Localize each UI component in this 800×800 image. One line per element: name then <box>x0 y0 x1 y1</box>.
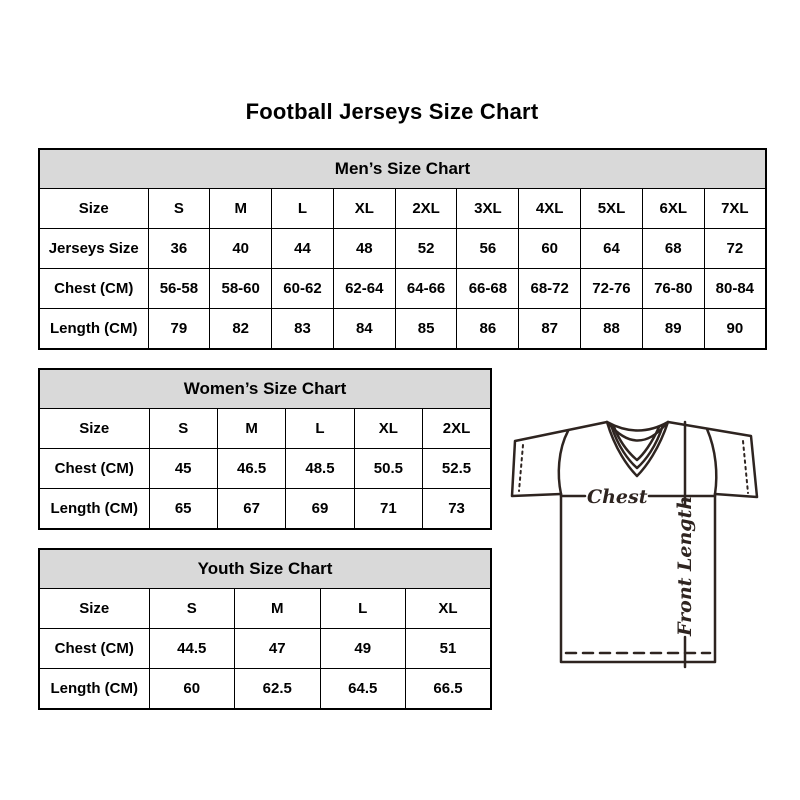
value-cell: 67 <box>217 489 285 530</box>
value-cell: 64.5 <box>320 669 406 710</box>
value-cell: 68 <box>642 229 704 269</box>
jersey-measurement-diagram <box>505 405 775 675</box>
column-header-cell: M <box>210 189 272 229</box>
table-row <box>39 449 491 489</box>
table-title: Men’s Size Chart <box>39 149 766 189</box>
row-header-cell: Length (CM) <box>39 489 149 530</box>
row-header-cell: Jerseys Size <box>39 229 148 269</box>
value-cell: 60 <box>149 669 235 710</box>
value-cell: 46.5 <box>217 449 285 489</box>
value-cell: 62.5 <box>235 669 321 710</box>
value-cell: 48 <box>333 229 395 269</box>
value-cell: 69 <box>286 489 354 530</box>
value-cell: 48.5 <box>286 449 354 489</box>
table-row <box>39 669 491 710</box>
table-row <box>39 229 766 269</box>
table-row <box>39 489 491 530</box>
column-header-cell: XL <box>354 409 422 449</box>
value-cell: 56 <box>457 229 519 269</box>
value-cell: 89 <box>642 309 704 350</box>
youth-size-table <box>38 548 492 710</box>
value-cell: 87 <box>519 309 581 350</box>
column-header-cell: S <box>149 409 217 449</box>
value-cell: 72 <box>704 229 766 269</box>
row-header-cell: Chest (CM) <box>39 629 149 669</box>
column-header-cell: L <box>286 409 354 449</box>
table-title: Women’s Size Chart <box>39 369 491 409</box>
value-cell: 66-68 <box>457 269 519 309</box>
value-cell: 86 <box>457 309 519 350</box>
value-cell: 66.5 <box>406 669 492 710</box>
value-cell: 84 <box>333 309 395 350</box>
table-row <box>39 189 766 229</box>
jersey-right-armhole-seam <box>707 429 716 494</box>
value-cell: 90 <box>704 309 766 350</box>
table-row <box>39 269 766 309</box>
column-header-cell: 7XL <box>704 189 766 229</box>
jersey-right-sleeve <box>668 422 757 497</box>
mens-size-table <box>38 148 767 350</box>
value-cell: 50.5 <box>354 449 422 489</box>
value-cell: 82 <box>210 309 272 350</box>
column-header-cell: 6XL <box>642 189 704 229</box>
column-header-cell: L <box>320 589 406 629</box>
value-cell: 36 <box>148 229 210 269</box>
jersey-left-armhole-seam <box>559 431 568 494</box>
jersey-diagram-svg <box>505 405 775 675</box>
value-cell: 76-80 <box>642 269 704 309</box>
table-row <box>39 309 766 350</box>
column-header-cell: S <box>149 589 235 629</box>
row-header-cell: Size <box>39 409 149 449</box>
value-cell: 64 <box>581 229 643 269</box>
row-header-cell: Chest (CM) <box>39 269 148 309</box>
column-header-cell: 2XL <box>395 189 457 229</box>
womens-size-table <box>38 368 492 530</box>
column-header-cell: L <box>272 189 334 229</box>
column-header-cell: 2XL <box>423 409 491 449</box>
value-cell: 49 <box>320 629 406 669</box>
value-cell: 51 <box>406 629 492 669</box>
value-cell: 85 <box>395 309 457 350</box>
value-cell: 71 <box>354 489 422 530</box>
column-header-cell: S <box>148 189 210 229</box>
table-row <box>39 589 491 629</box>
value-cell: 60 <box>519 229 581 269</box>
value-cell: 65 <box>149 489 217 530</box>
jersey-right-cuff-stitch <box>743 441 748 493</box>
chest-label: Chest <box>587 486 648 508</box>
table-row <box>39 629 491 669</box>
value-cell: 79 <box>148 309 210 350</box>
page-title: Football Jerseys Size Chart <box>245 99 539 124</box>
column-header-cell: XL <box>406 589 492 629</box>
value-cell: 47 <box>235 629 321 669</box>
value-cell: 83 <box>272 309 334 350</box>
value-cell: 73 <box>423 489 491 530</box>
column-header-cell: 3XL <box>457 189 519 229</box>
value-cell: 56-58 <box>148 269 210 309</box>
column-header-cell: M <box>217 409 285 449</box>
column-header-cell: 4XL <box>519 189 581 229</box>
value-cell: 80-84 <box>704 269 766 309</box>
row-header-cell: Chest (CM) <box>39 449 149 489</box>
value-cell: 44 <box>272 229 334 269</box>
row-header-cell: Length (CM) <box>39 309 148 350</box>
value-cell: 40 <box>210 229 272 269</box>
row-header-cell: Size <box>39 589 149 629</box>
jersey-left-cuff-stitch <box>519 445 523 491</box>
column-header-cell: XL <box>333 189 395 229</box>
value-cell: 62-64 <box>333 269 395 309</box>
value-cell: 52.5 <box>423 449 491 489</box>
value-cell: 60-62 <box>272 269 334 309</box>
value-cell: 68-72 <box>519 269 581 309</box>
value-cell: 58-60 <box>210 269 272 309</box>
value-cell: 44.5 <box>149 629 235 669</box>
value-cell: 45 <box>149 449 217 489</box>
row-header-cell: Length (CM) <box>39 669 149 710</box>
table-row <box>39 409 491 449</box>
row-header-cell: Size <box>39 189 148 229</box>
value-cell: 52 <box>395 229 457 269</box>
front-length-label: Front Length <box>674 495 696 636</box>
table-title: Youth Size Chart <box>39 549 491 589</box>
value-cell: 88 <box>581 309 643 350</box>
column-header-cell: M <box>235 589 321 629</box>
value-cell: 72-76 <box>581 269 643 309</box>
column-header-cell: 5XL <box>581 189 643 229</box>
value-cell: 64-66 <box>395 269 457 309</box>
